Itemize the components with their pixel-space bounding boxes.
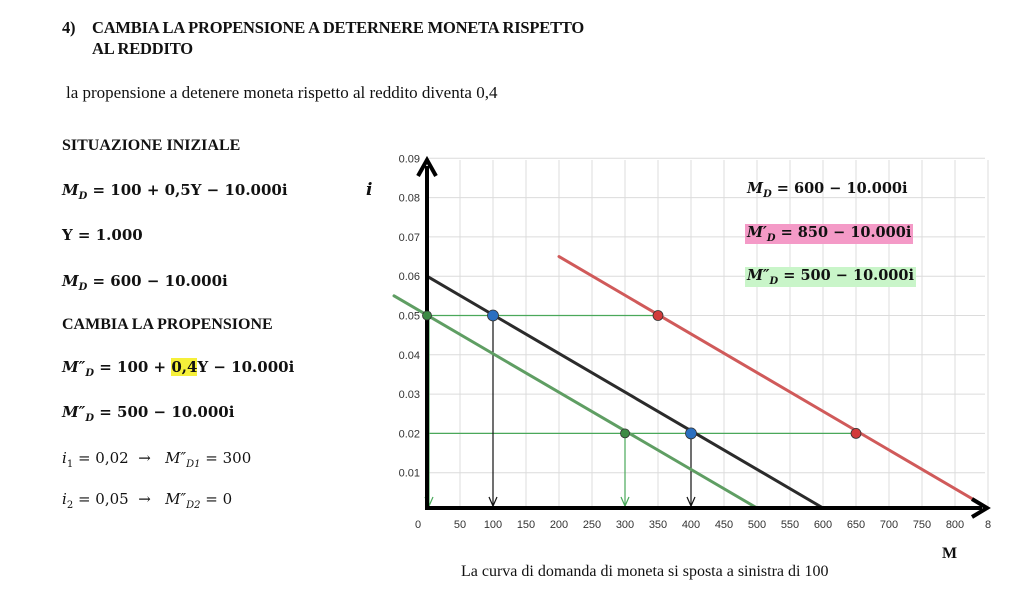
- point-blue: [686, 428, 697, 439]
- legend-sub: D: [766, 233, 776, 244]
- y-tick-label: 0.09: [398, 153, 420, 166]
- eq-i-sub: 1: [66, 459, 74, 470]
- x-tick-label: 550: [780, 519, 800, 531]
- y-tick-label: 0.07: [398, 231, 420, 244]
- legend-rhs: = 500 − 10.000i: [783, 267, 914, 284]
- legend-md-double-prime: [745, 267, 916, 287]
- eq-m: M″: [165, 490, 187, 508]
- y-tick-label: 0.03: [398, 389, 420, 402]
- axis-ticks: [399, 153, 991, 531]
- x-tick-label: 0: [414, 519, 422, 531]
- initial-situation-heading: SITUAZIONE INIZIALE: [62, 137, 241, 154]
- curve-md-double-prime: [394, 296, 757, 508]
- y-tick-label: 0.06: [398, 271, 420, 284]
- eq-m: M″: [165, 449, 187, 467]
- y-tick-label: 0.01: [398, 467, 420, 480]
- point-blue: [488, 310, 499, 321]
- x-tick-label: 50: [453, 519, 467, 531]
- legend-lhs: M′: [747, 224, 767, 241]
- x-tick-label: 700: [879, 519, 899, 531]
- title-line-2: AL REDDITO: [92, 39, 193, 58]
- subtitle: la propensione a detenere moneta rispetto al reddito diventa 0,4: [66, 83, 498, 102]
- title-line-1: CAMBIA LA PROPENSIONE A DETERNERE MONETA RISPETTO: [92, 18, 585, 37]
- eq-lhs-sub: D: [78, 282, 88, 293]
- x-tick-label: 600: [813, 519, 833, 531]
- x-tick-label: 750: [912, 519, 932, 531]
- point-red: [653, 311, 663, 321]
- x-tick-label: 800: [945, 519, 965, 531]
- y-tick-label: 0.02: [398, 428, 420, 441]
- eq-m-sub: D1: [186, 459, 201, 470]
- marked-points: [423, 310, 862, 439]
- eq-i-value: = 0,02 →: [77, 449, 161, 467]
- eq-rhs: = 500 − 10.000i: [99, 403, 235, 421]
- highlighted-propensity: 0,4: [171, 358, 198, 376]
- eq-pre: = 100 +: [99, 358, 172, 376]
- y-tick-label: 0.04: [398, 349, 420, 362]
- legend-md-prime: [745, 224, 913, 244]
- change-propensity-heading: CAMBIA LA PROPENSIONE: [62, 316, 273, 333]
- chart-axes: [418, 160, 987, 517]
- eq-m-sub: D2: [186, 500, 201, 511]
- point-green: [423, 311, 432, 320]
- eq-i: i: [62, 449, 67, 467]
- guide-lines: [425, 316, 856, 507]
- legend-sub: D: [769, 276, 779, 287]
- point-green: [621, 429, 630, 438]
- eq-rhs: = 100 + 0,5Y − 10.000i: [92, 181, 288, 199]
- eq-lhs: M″: [62, 358, 86, 376]
- eq-m-value: = 0: [205, 490, 233, 508]
- eq-i-value: = 0,05 →: [77, 490, 161, 508]
- eq-lhs-sub: D: [78, 191, 88, 202]
- x-tick-label: 400: [681, 519, 701, 531]
- point-red: [851, 428, 861, 438]
- legend-rhs: = 600 − 10.000i: [776, 180, 908, 197]
- legend-md: [745, 180, 910, 200]
- x-tick-label: 500: [747, 519, 767, 531]
- legend-sub: D: [763, 189, 772, 200]
- y-tick-label: 0.05: [398, 310, 420, 323]
- x-tick-label: 150: [516, 519, 536, 531]
- eq-m-value: = 300: [205, 449, 252, 467]
- x-tick-label: 300: [615, 519, 635, 531]
- legend-rhs: = 850 − 10.000i: [780, 224, 912, 241]
- eq-lhs: M: [62, 181, 79, 199]
- section-number: 4): [62, 18, 76, 37]
- x-tick-label: 350: [648, 519, 668, 531]
- eq-post: Y − 10.000i: [197, 358, 295, 376]
- x-tick-label: 100: [483, 519, 503, 531]
- x-tick-label: 450: [714, 519, 734, 531]
- eq-i-sub: 2: [66, 500, 74, 511]
- x-tick-label: 650: [846, 519, 866, 531]
- eq-lhs: M: [62, 272, 79, 290]
- x-tick-label: 250: [582, 519, 602, 531]
- chart-caption: La curva di domanda di moneta si sposta a sinistra di 100: [461, 563, 829, 580]
- curve-md-prime: [559, 257, 988, 508]
- eq-lhs-sub: D: [85, 368, 94, 379]
- eq-lhs-sub: D: [85, 413, 94, 424]
- x-axis-label: M: [942, 545, 958, 562]
- y-tick-label: 0.08: [398, 192, 420, 205]
- x-tick-label: 200: [549, 519, 569, 531]
- legend-lhs: M: [747, 180, 764, 197]
- x-tick-label: 8: [984, 519, 992, 531]
- eq-rhs: = 600 − 10.000i: [92, 272, 228, 290]
- eq-i: i: [62, 490, 67, 508]
- legend-lhs: M″: [747, 267, 770, 284]
- chart-grid: [427, 158, 988, 508]
- y-axis-label: i: [366, 180, 373, 200]
- eq-text: Y = 1.000: [62, 226, 143, 244]
- eq-lhs: M″: [62, 403, 86, 421]
